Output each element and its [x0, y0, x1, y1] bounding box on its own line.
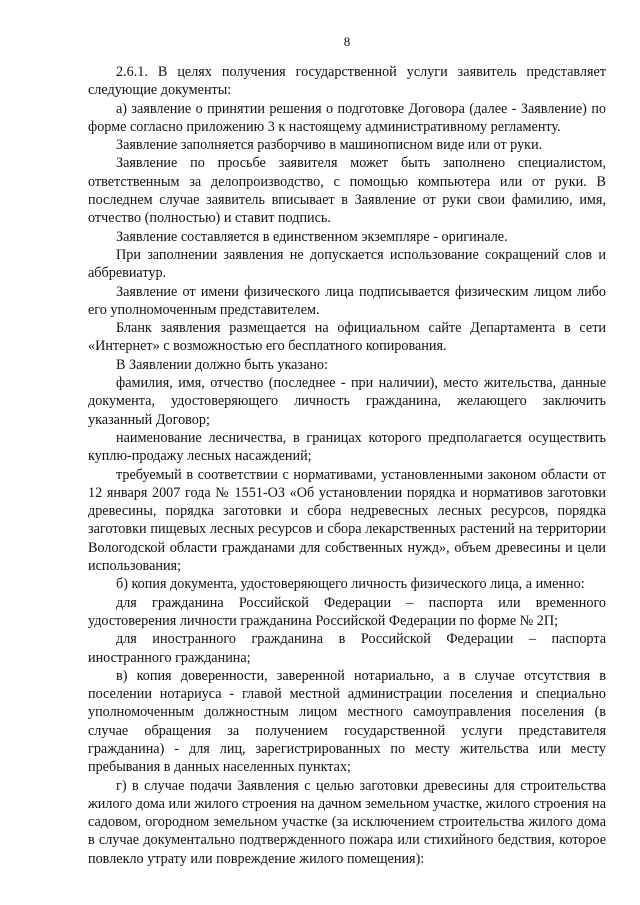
paragraph: Заявление по просьбе заявителя может быть заполнено специалистом, ответственным за делопроизводство, с помощью компьютера или от руки. В последнем случае заявитель вписывает в Заявление от руки свои фамилию, имя, отчество (полностью) и ставит подпись. — [88, 155, 606, 227]
paragraph: Заявление от имени физического лица подписывается физическим лицом либо его уполномоченным представителем. — [88, 283, 606, 318]
paragraph: требуемый в соответствии с нормативами, установленными законом области от 12 января 2007 года № 1551-ОЗ «Об установлении порядка и нормативов заготовки древесины, порядка заготовки и сбора недревесных лесных ресурсов, порядка заготовки пищевых лесных ресурсов и сбора лекарственных растений на территории Вологодской области гражданами для собственных нужд», объем древесины и цели использования; — [88, 466, 606, 575]
paragraph: Заявление заполняется разборчиво в машинописном виде или от руки. — [116, 137, 543, 154]
paragraph-item-v: в) копия доверенности, заверенной нотариально, а в случае отсутствия в поселении нотариуса - главой местной администрации поселения и специально уполномоченным должностным лицом местного самоуправления поселения (в случае обращения за получением государственной услуги представителя гражданина) - для лиц, зарегистрированных по месту жительства или месту пребывания в данных населенных пунктах; — [88, 667, 606, 776]
paragraph: наименование лесничества, в границах которого предполагается осуществить куплю-продажу лесных насаждений; — [88, 429, 606, 465]
paragraph: фамилия, имя, отчество (последнее - при наличии), место жительства, данные документа, удостоверяющего личность гражданина, желающего заключить указанный Договор; — [88, 375, 606, 428]
paragraph: для иностранного гражданина в Российской Федерации – паспорта иностранного гражданина; — [88, 631, 606, 666]
paragraph: Заявление составляется в единственном экземпляре - оригинале. — [116, 228, 508, 245]
document-body — [88, 63, 606, 868]
paragraph: В Заявлении должно быть указано: — [116, 356, 328, 373]
paragraph: Бланк заявления размещается на официальном сайте Департамента в сети «Интернет» с возможностью его бесплатного копирования. — [88, 320, 606, 355]
paragraph: для гражданина Российской Федерации – паспорта или временного удостоверения личности гражданина Российской Федерации по форме № 2П; — [88, 594, 606, 629]
paragraph-item-g: г) в случае подачи Заявления с целью заготовки древесины для строительства жилого дома или жилого строения на дачном земельном участке, жилого строения на садовом, огородном земельном участке (за исключением строительства жилого дома в случае документально подтвержденного пожара или стихийного бедствия, которое повлекло утрату или повреждение жилого помещения): — [88, 777, 606, 867]
paragraph-item-a: а) заявление о принятии решения о подготовке Договора (далее - Заявление) по форме согласно приложению 3 к настоящему административному регламенту. — [88, 100, 606, 135]
paragraph-item-b: б) копия документа, удостоверяющего личность физического лица, а именно: — [116, 576, 585, 593]
paragraph: При заполнении заявления не допускается использование сокращений слов и аббревиатур. — [88, 246, 606, 282]
page-number: 8 — [343, 34, 351, 49]
paragraph-2-6-1: 2.6.1. В целях получения государственной услуги заявитель представляет следующие документы: — [88, 64, 606, 99]
